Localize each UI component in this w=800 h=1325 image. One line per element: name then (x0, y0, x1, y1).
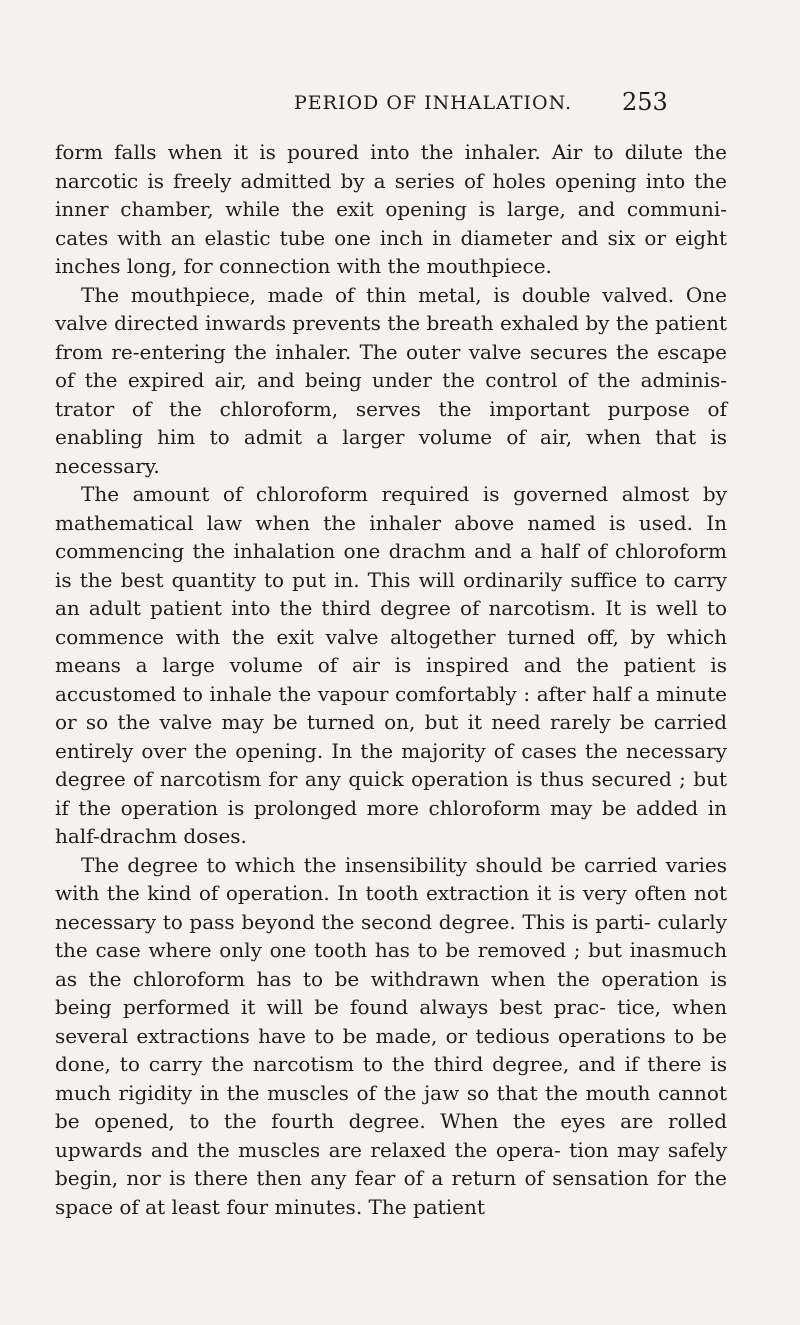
running-head (0, 88, 800, 122)
paragraph-degree-insensibility: The degree to which the insensibility should be carried varies with the kind of operation. In tooth extraction it is very often not necessary to pass beyond the second degree. This is parti- cularly the case where only one tooth has to be removed ; but inasmuch as the chloroform has to be withdrawn when the operation is being performed it will be found always best prac- tice, when several extractions have to be made, or tedious operations to be done, to carry the narcotism to the third degree, and if there is much rigidity in the muscles of the jaw so that the mouth cannot be opened, to the fourth degree. When the eyes are rolled upwards and the muscles are relaxed the opera- tion may safely begin, nor is there then any fear of a return of sensation for the space of at least four minutes. The patient (55, 852, 727, 1219)
running-title: PERIOD OF INHALATION. (294, 92, 573, 114)
paragraph-mouthpiece: The mouthpiece, made of thin metal, is double valved. One valve directed inwards prevents the breath exhaled by the patient from re-entering the inhaler. The outer valve secures the escape of the expired air, and being under the control of the adminis- trator of the chloroform, serves the important purpose of enabling him to admit a larger volume of air, when that is necessary. (55, 282, 727, 478)
body-text (55, 138, 727, 1221)
page-number: 253 (622, 88, 668, 116)
paragraph-continuation: form falls when it is poured into the inhaler. Air to dilute the narcotic is freely admitted by a series of holes opening into the inner chamber, while the exit opening is large, and communi- cates with an elastic tube one inch in diameter and six or eight inches long, for connection with the mouthpiece. (55, 140, 727, 278)
paragraph-chloroform-amount: The amount of chloroform required is governed almost by mathematical law when the inhaler above named is used. In commencing the inhalation one drachm and a half of chloroform is the best quantity to put in. This will ordinarily suffice to carry an adult patient into the third degree of narcotism. It is well to commence with the exit valve altogether turned off, by which means a large volume of air is inspired and the patient is accustomed to inhale the vapour comfortably : after half a minute or so the valve may be turned on, but it need rarely be carried entirely over the opening. In the majority of cases the necessary degree of narcotism for any quick operation is thus secured ; but if the operation is prolonged more chloroform may be added in half-drachm doses. (55, 482, 727, 848)
